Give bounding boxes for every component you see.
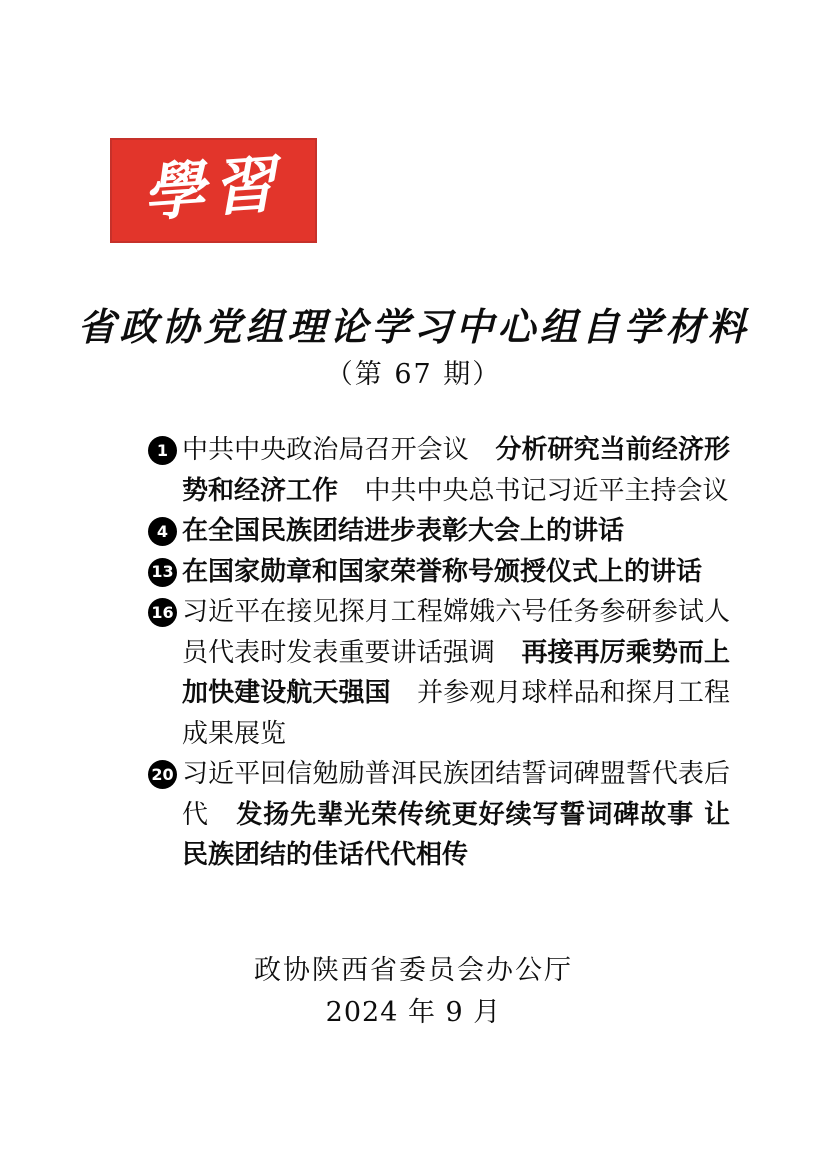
page-number-badge: 4 — [148, 517, 177, 546]
toc-item-1-run-3: 中共中央总书记习近平主持会议 — [364, 475, 729, 506]
toc-item-20-run-1: 习近平回信勉励普洱民族团结誓词碑盟誓代表后代 — [182, 759, 730, 830]
toc-item-16-run-2: 再接再厉乘势而上 加快建设航天强国 — [182, 637, 756, 708]
toc-item-4-run-1: 在全国民族团结进步表彰大会上的讲话 — [182, 516, 625, 546]
page-number-badge: 13 — [148, 558, 177, 587]
page-number-badge: 1 — [148, 436, 177, 465]
masthead-calligraphy-text: 學習 — [140, 146, 286, 230]
page-number-badge: 20 — [148, 760, 177, 789]
issue-date: 2024 年 9 月 — [325, 997, 502, 1028]
toc-item-20 — [148, 754, 730, 876]
toc-item-16-run-3: 并参观月球样品和探月工程成果展览 — [182, 678, 730, 749]
toc-item-1-run-2: 分析研究当前经济形势和经济工作 — [182, 435, 730, 506]
masthead-banner — [110, 138, 317, 243]
toc-item-16 — [148, 592, 756, 754]
toc-item-1-run-1: 中共中央政治局召开会议 — [182, 435, 469, 465]
toc-item-1 — [148, 430, 730, 511]
issuing-organization: 政协陕西省委员会办公厅 — [254, 955, 573, 986]
issue-number: （第 67 期） — [325, 359, 502, 390]
toc-item-13-run-1: 在国家勋章和国家荣誉称号颁授仪式上的讲话 — [182, 556, 703, 587]
table-of-contents — [148, 430, 756, 876]
page-number-badge: 16 — [148, 598, 177, 627]
toc-item-4 — [148, 511, 730, 552]
toc-item-20-run-2: 发扬先辈光荣传统更好续写誓词碑故事 让民族团结的佳话代代相传 — [182, 799, 731, 870]
toc-item-16-run-1: 习近平在接见探月工程嫦娥六号任务参研参试人员代表时发表重要讲话强调 — [182, 597, 730, 668]
document-title: 省政协党组理论学习中心组自学材料 — [77, 304, 750, 349]
toc-item-13 — [148, 552, 730, 593]
